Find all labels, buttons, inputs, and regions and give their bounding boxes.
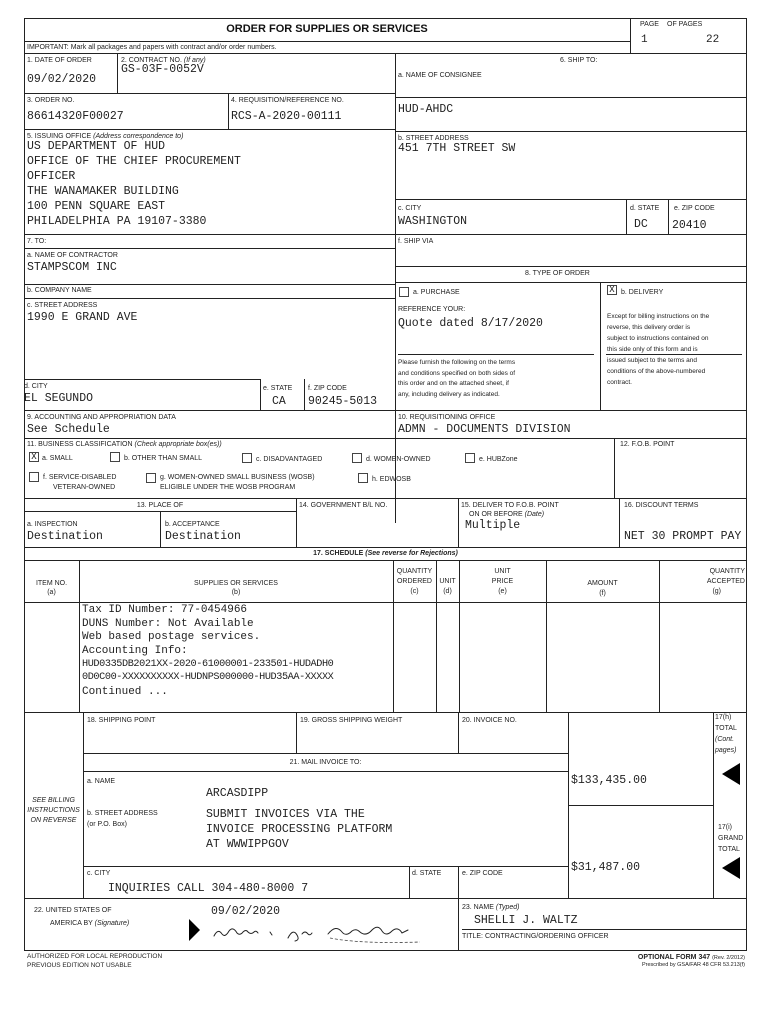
footer-reproduction: AUTHORIZED FOR LOCAL REPRODUCTION PREVIOUS EDITION NOT USABLE	[27, 953, 163, 969]
mail-name-label: a. NAME	[87, 778, 116, 785]
hubzone-checkbox[interactable]	[465, 453, 475, 463]
contractor-name-label: a. NAME OF CONTRACTOR	[27, 252, 118, 259]
contractor-state-value: CA	[272, 395, 286, 408]
item-no-header: ITEM NO. (a)	[35, 580, 68, 596]
invoice-no-label: 20. INVOICE NO.	[462, 717, 517, 724]
hubzone-label: e. HUBZone	[479, 456, 518, 463]
mail-city-label: c. CITY	[87, 870, 111, 877]
sdvosb-checkbox[interactable]	[29, 472, 39, 482]
edwosb-label: h. EDWOSB	[372, 476, 411, 483]
consignee-value: HUD-AHDC	[398, 103, 454, 116]
unit-price-header: UNIT PRICE (e)	[491, 568, 514, 595]
see-billing-label: SEE BILLING INSTRUCTIONS ON REVERSE	[27, 797, 80, 824]
fob-point-label: 12. F.O.B. POINT	[620, 441, 675, 448]
date-of-order-label: 1. DATE OF ORDER	[27, 57, 92, 64]
mail-zip-label: e. ZIP CODE	[462, 870, 503, 877]
reference-your-label: REFERENCE YOUR:	[398, 306, 466, 313]
contractor-street-value: 1990 E GRAND AVE	[27, 311, 138, 324]
requisition-value: RCS-A-2020-00111	[231, 110, 342, 123]
inspection-value: Destination	[27, 530, 103, 543]
schedule-line: HUD0335DB2021XX-2020-61000001-233501-HUDADH0	[82, 658, 334, 670]
schedule-line: Web based postage services.	[82, 631, 261, 644]
ship-street-label: b. STREET ADDRESS	[398, 135, 469, 142]
ship-to-label: 6. SHIP TO:	[560, 57, 598, 64]
signer-name-value: SHELLI J. WALTZ	[474, 914, 578, 927]
inspection-label: a. INSPECTION	[27, 521, 78, 528]
disadvantaged-checkbox[interactable]	[242, 453, 252, 463]
ship-street-value: 451 7TH STREET SW	[398, 142, 516, 155]
name-typed-label: 23. NAME (Typed)	[462, 904, 520, 911]
grand-total-value: $31,487.00	[571, 861, 641, 874]
purchase-checkbox[interactable]	[399, 287, 409, 297]
requisition-label: 4. REQUISITION/REFERENCE NO.	[231, 97, 344, 104]
discount-terms-value: NET 30 PROMPT PAY	[624, 530, 742, 543]
other-small-checkbox[interactable]	[110, 452, 120, 462]
ship-city-label: c. CITY	[398, 205, 422, 212]
ship-state-value: DC	[634, 218, 648, 231]
total-arrow-icon	[722, 763, 740, 785]
mail-city-value: INQUIRIES CALL 304-480-8000 7	[108, 882, 309, 895]
small-checkbox[interactable]: X	[29, 452, 39, 462]
ship-zip-label: e. ZIP CODE	[674, 205, 715, 212]
company-name-label: b. COMPANY NAME	[27, 287, 92, 294]
optional-form-label: OPTIONAL FORM 347 (Rev. 2/2012)	[637, 954, 745, 961]
contractor-street-label: c. STREET ADDRESS	[27, 302, 98, 309]
shipping-point-label: 18. SHIPPING POINT	[87, 717, 156, 724]
schedule-line: Accounting Info:	[82, 645, 188, 658]
type-of-order-label: 8. TYPE OF ORDER	[525, 270, 590, 277]
disadvantaged-label: c. DISADVANTAGED	[256, 456, 323, 463]
deliver-fob-label: 15. DELIVER TO F.O.B. POINT ON OR BEFORE (Date)	[461, 502, 559, 518]
contractor-city-label: d. CITY	[24, 383, 48, 390]
ship-state-label: d. STATE	[630, 205, 660, 212]
contractor-zip-label: f. ZIP CODE	[308, 385, 347, 392]
total-cont-value: $133,435.00	[571, 774, 647, 787]
acceptance-value: Destination	[165, 530, 241, 543]
schedule-line: 0D0C00-XXXXXXXXXX-HUDNPS000000-HUD35AA-XXXXX	[82, 672, 334, 684]
unit-header: UNIT (d)	[439, 578, 456, 595]
grand-total-arrow-icon	[722, 857, 740, 879]
gross-weight-label: 19. GROSS SHIPPING WEIGHT	[300, 717, 403, 724]
contract-no-value: GS-03F-0052V	[121, 63, 204, 76]
prescribed-label: Prescribed by GSA/FAR 48 CFR 53.213(f)	[641, 962, 745, 968]
business-class-label: 11. BUSINESS CLASSIFICATION (Check appropriate box(es))	[27, 441, 222, 448]
delivery-terms: Except for billing instructions on the reverse, this delivery order is subject to instructions contained on this side only of this form and is issued subject to the terms and conditions of the above-numbered contract.	[607, 313, 710, 386]
accounting-value: See Schedule	[27, 423, 110, 436]
important-note: IMPORTANT: Mark all packages and papers with contract and/or order numbers.	[27, 44, 277, 51]
delivery-label: b. DELIVERY	[621, 289, 664, 296]
deliver-fob-value: Multiple	[465, 519, 521, 532]
wosb-label: g. WOMEN-OWNED SMALL BUSINESS (WOSB) ELIGIBLE UNDER THE WOSB PROGRAM	[160, 474, 315, 491]
mail-invoice-label: 21. MAIL INVOICE TO:	[289, 759, 362, 766]
ship-zip-value: 20410	[672, 219, 707, 232]
to-label: 7. TO:	[27, 238, 47, 245]
contractor-city-value: EL SEGUNDO	[24, 392, 94, 405]
contractor-state-label: e. STATE	[263, 385, 293, 392]
signature-arrow-icon	[189, 919, 200, 941]
mail-street-value: SUBMIT INVOICES VIA THE INVOICE PROCESSING PLATFORM AT WWWIPPGOV	[206, 808, 393, 851]
other-small-label: b. OTHER THAN SMALL	[124, 455, 203, 462]
purchase-label: a. PURCHASE	[413, 289, 460, 296]
qty-accepted-header: QUANTITY ACCEPTED (g)	[706, 568, 745, 595]
accounting-label: 9. ACCOUNTING AND APPROPRIATION DATA	[27, 414, 176, 421]
sdvosb-label: f. SERVICE-DISABLED VETERAN-OWNED	[43, 474, 117, 491]
us-signature-label: 22. UNITED STATES OF AMERICA BY (Signature)	[34, 907, 130, 927]
discount-terms-label: 16. DISCOUNT TERMS	[624, 502, 699, 509]
gov-bl-label: 14. GOVERNMENT B/L NO.	[299, 502, 388, 509]
schedule-label: 17. SCHEDULE (See reverse for Rejections)	[313, 550, 458, 557]
wosb-checkbox[interactable]	[146, 473, 156, 483]
contractor-name-value: STAMPSCOM INC	[27, 261, 117, 274]
issuing-office-address: US DEPARTMENT OF HUD OFFICE OF THE CHIEF PROCUREMENT OFFICER THE WANAMAKER BUILDING 100 PENN SQUARE EAST PHILADELPHIA PA 19107-3380	[27, 140, 241, 228]
ship-city-value: WASHINGTON	[398, 215, 468, 228]
req-office-label: 10. REQUISITIONING OFFICE	[398, 414, 496, 421]
supplies-header: SUPPLIES OR SERVICES (b)	[194, 580, 278, 596]
req-office-value: ADMN - DOCUMENTS DIVISION	[398, 423, 571, 436]
purchase-terms: Please furnish the following on the terms and conditions specified on both sides of this order and on the attached sheet, if any, including delivery as indicated.	[398, 359, 516, 398]
ship-via-label: f. SHIP VIA	[398, 238, 434, 245]
small-label: a. SMALL	[42, 455, 73, 462]
total-cont-label: 17(h) TOTAL (Cont. pages)	[715, 714, 737, 754]
total-pages: 22	[706, 34, 720, 46]
date-of-order-value: 09/02/2020	[27, 73, 97, 86]
title-officer-label: TITLE: CONTRACTING/ORDERING OFFICER	[462, 933, 609, 940]
grand-total-label: 17(i) GRAND TOTAL	[718, 824, 744, 853]
page-number: 1	[641, 34, 648, 46]
schedule-description	[82, 605, 333, 701]
order-no-value: 86614320F00027	[27, 110, 124, 123]
qty-ordered-header: QUANTITY ORDERED (c)	[396, 568, 433, 595]
contract-no-label: 2. CONTRACT NO. (If any)	[121, 57, 206, 64]
issuing-office-label: 5. ISSUING OFFICE (Address correspondence to)	[27, 133, 184, 140]
schedule-line: DUNS Number: Not Available	[82, 617, 254, 630]
form-title: ORDER FOR SUPPLIES OR SERVICES	[226, 23, 428, 35]
sign-date-value: 09/02/2020	[211, 905, 281, 918]
delivery-checkbox[interactable]: X	[607, 285, 617, 295]
schedule-line: Continued ...	[82, 686, 168, 699]
page-label: PAGE	[640, 21, 659, 28]
contractor-zip-value: 90245-5013	[308, 395, 378, 408]
mail-street-label: b. STREET ADDRESS (or P.O. Box)	[87, 810, 158, 828]
edwosb-checkbox[interactable]	[358, 473, 368, 483]
place-of-label: 13. PLACE OF	[136, 502, 184, 509]
schedule-line: Tax ID Number: 77-0454966	[82, 604, 248, 616]
of-pages-label: OF PAGES	[667, 21, 703, 28]
mail-name-value: ARCASDIPP	[206, 787, 269, 800]
reference-value: Quote dated 8/17/2020	[398, 317, 543, 330]
order-no-label: 3. ORDER NO.	[27, 97, 75, 104]
consignee-label: a. NAME OF CONSIGNEE	[398, 72, 482, 79]
amount-header: AMOUNT (f)	[587, 580, 618, 597]
acceptance-label: b. ACCEPTANCE	[165, 521, 220, 528]
signature-scribble	[210, 920, 450, 946]
mail-state-label: d. STATE	[412, 870, 442, 877]
women-owned-label: d. WOMEN-OWNED	[366, 456, 431, 463]
women-owned-checkbox[interactable]	[352, 453, 362, 463]
